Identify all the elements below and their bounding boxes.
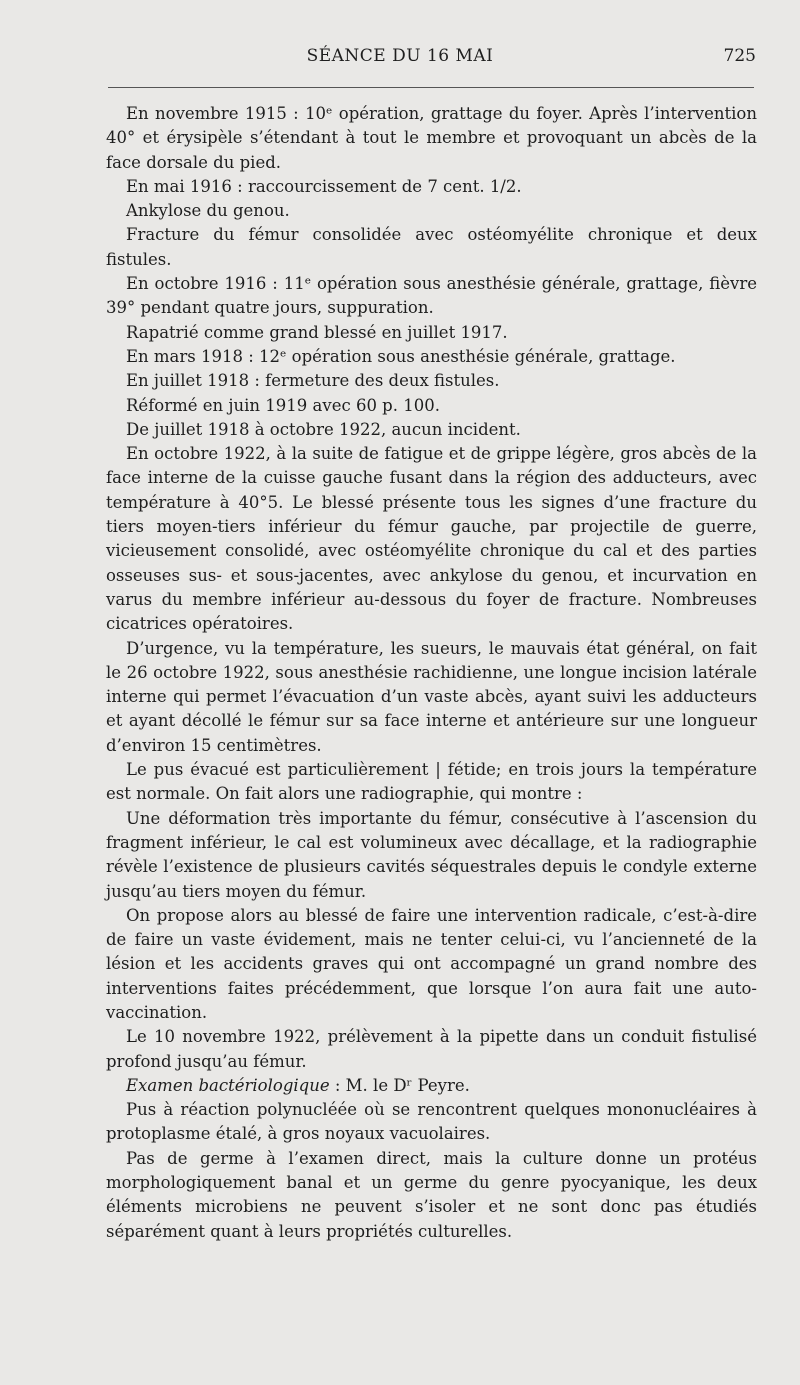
paragraph: Le 10 novembre 1922, prélèvement à la pipette dans un conduit fistulisé profond jusqu’au fémur. xyxy=(106,1027,757,1071)
paragraph: Le pus évacué est particulièrement | fétide; en trois jours la température est normale. On fait alors une radiographie, qui montre : xyxy=(106,760,757,804)
paragraph: En mai 1916 : raccourcissement de 7 cent. 1/2. xyxy=(126,176,522,196)
exam-author: : M. le Dʳ Peyre. xyxy=(329,1075,470,1095)
paragraph: Ankylose du genou. xyxy=(126,201,290,221)
header-rule xyxy=(108,87,754,88)
paragraph: D’urgence, vu la température, les sueurs, le mauvais état général, on fait le 26 octobre 1922, sous anesthésie rachidienne, une longue incision latérale interne qui permet l’évacuation d’un vaste abcès, ayant suivi les adducteurs et ayant décollé le fémur sur sa face interne et antérieure sur une longueur d’environ 15 centimètres. xyxy=(106,638,757,755)
paragraph: En mars 1918 : 12ᵉ opération sous anesthésie générale, grattage. xyxy=(126,346,676,366)
paragraph: Une déformation très importante du fémur, consécutive à l’ascension du fragment inférieur, le cal est volumineux avec décallage, et la radiographie révèle l’existence de plusieurs cavités séquestrales depuis le condyle externe jusqu’au tiers moyen du fémur. xyxy=(106,808,757,901)
exam-heading: Examen bactériologique xyxy=(126,1075,330,1095)
page-number: 725 xyxy=(723,46,756,66)
paragraph: De juillet 1918 à octobre 1922, aucun incident. xyxy=(126,419,521,439)
paragraph: En juillet 1918 : fermeture des deux fistules. xyxy=(126,371,500,391)
paragraph: Rapatrié comme grand blessé en juillet 1917. xyxy=(126,322,508,342)
paragraph: Pas de germe à l’examen direct, mais la culture donne un protéus morphologiquement banal et un germe du genre pyocyanique, les deux éléments microbiens ne peuvent s’isoler et ne sont donc pas étudiés séparément quant à leurs propriétés culturelles. xyxy=(106,1148,757,1241)
paragraph: En novembre 1915 : 10ᵉ opération, grattage du foyer. Après l’intervention 40° et érysipèle s’étendant à tout le membre et provoquant un abcès de la face dorsale du pied. xyxy=(106,104,757,172)
paragraph: On propose alors au blessé de faire une intervention radicale, c’est-à-dire de faire un vaste évidement, mais ne tenter celui-ci, vu l’ancienneté de la lésion et les accidents graves qui ont accompagné un grand nombre des interventions faites précédemment, que lorsque l’on aura fait une auto-vaccination. xyxy=(106,905,757,1022)
exam-paragraph xyxy=(106,1074,757,1098)
paragraph: Pus à réaction polynucléée où se rencontrent quelques mononucléaires à protoplasme étalé, à gros noyaux vacuolaires. xyxy=(106,1100,757,1144)
paragraph: En octobre 1916 : 11ᵉ opération sous anesthésie générale, grattage, fièvre 39° pendant quatre jours, suppuration. xyxy=(106,274,757,318)
paragraph: Réformé en juin 1919 avec 60 p. 100. xyxy=(126,395,440,415)
paragraph: Fracture du fémur consolidée avec ostéomyélite chronique et deux fistules. xyxy=(106,225,757,269)
paragraph: En octobre 1922, à la suite de fatigue et de grippe légère, gros abcès de la face interne de la cuisse gauche fusant dans la région des adducteurs, avec température à 40°5. Le blessé présente tous les signes d’une fracture du tiers moyen-tiers inférieur du fémur gauche, par projectile de guerre, vicieusement consolidé, avec ostéomyélite chronique du cal et des parties osseuses sus- et sous-jacentes, avec ankylose du genou, et incurvation en varus du membre inférieur au-dessous du foyer de fracture. Nombreuses cicatrices opératoires. xyxy=(106,444,757,634)
running-header-title: SÉANCE DU 16 MAI xyxy=(306,46,494,66)
body-text xyxy=(106,102,757,1244)
